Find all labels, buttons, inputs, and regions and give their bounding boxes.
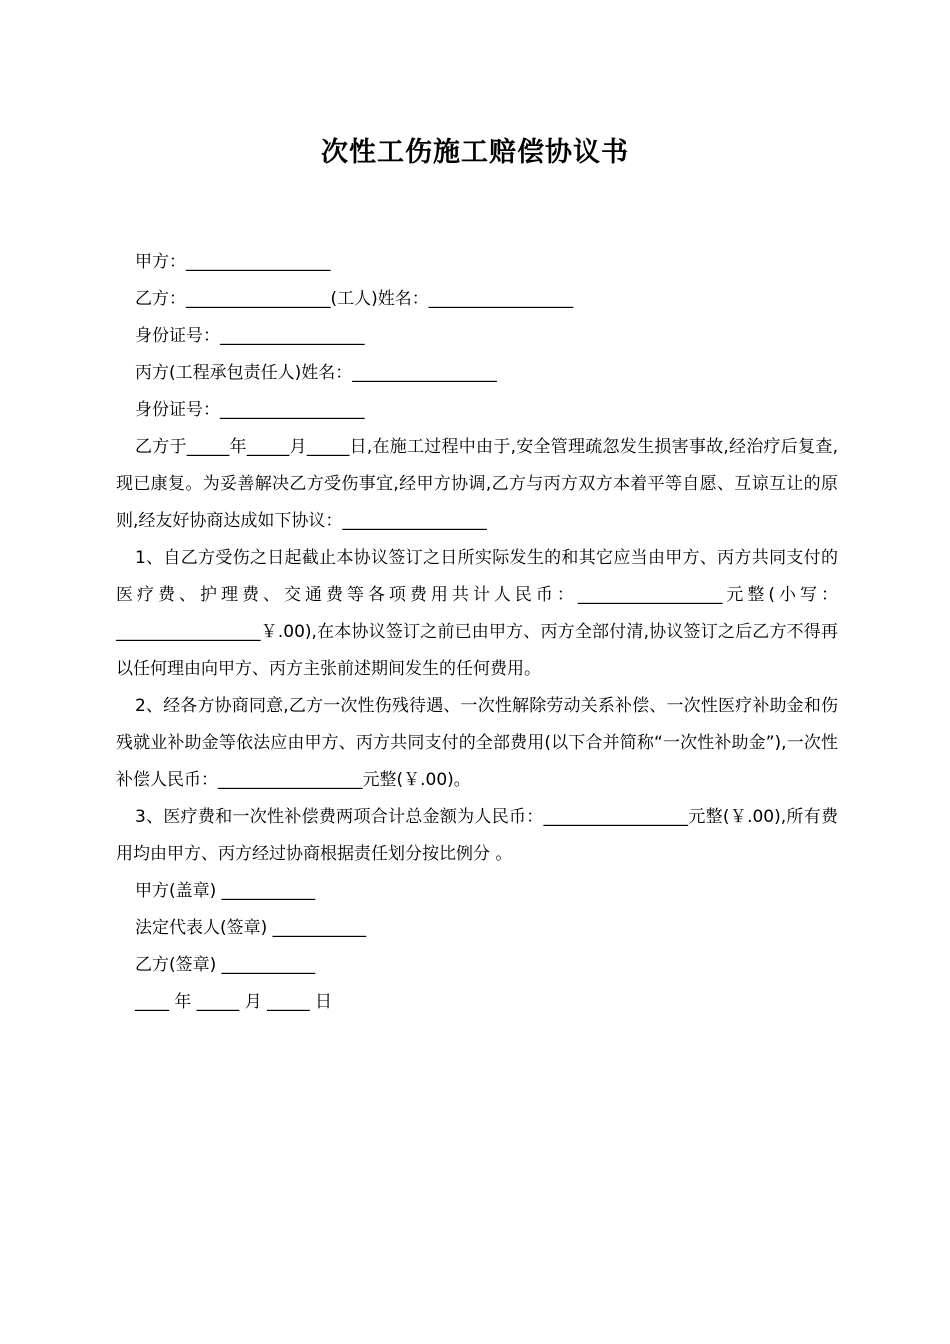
clause-2-paragraph: 2、经各方协商同意,乙方一次性伤残待遇、一次性解除劳动关系补偿、一次性医疗补助金和伤残就业补助金等依法应由甲方、丙方共同支付的全部费用(以下合并简称“一次性补助金”),一次性补偿人民币：_________________元整(￥.00)。 [116, 696, 838, 790]
party-b-signature-line: 乙方(签章) ___________ [135, 955, 316, 975]
clause-3-paragraph: 3、医疗费和一次性补偿费两项合计总金额为人民币：_________________元整(￥.00),所有费用均由甲方、丙方经过协商根据责任划分按比例分 。 [116, 807, 838, 864]
party-c-id-line: 身份证号：_________________ [135, 400, 365, 420]
intro-paragraph: 乙方于_____年_____月_____日,在施工过程中由于,安全管理疏忽发生损害事故,经治疗后复查,现已康复。为妥善解决乙方受伤事宜,经甲方协调,乙方与丙方双方本着平等自愿、互谅互让的原则,经友好协商达成如下协议：_________________ [116, 437, 838, 531]
date-line: ____ 年 _____ 月 _____ 日 [135, 992, 333, 1012]
party-b-line: 乙方：_________________(工人)姓名：_________________ [135, 289, 574, 309]
party-a-seal-line: 甲方(盖章) ___________ [135, 881, 316, 901]
document-title: 次性工伤施工赔偿协议书 [321, 137, 629, 168]
legal-rep-signature-line: 法定代表人(签章) ___________ [135, 918, 367, 938]
party-b-id-line: 身份证号：_________________ [135, 326, 365, 346]
party-a-line: 甲方：_________________ [135, 252, 331, 272]
document-body [116, 244, 838, 1021]
clause-1-paragraph: 1、自乙方受伤之日起截止本协议签订之日所实际发生的和其它应当由甲方、丙方共同支付的医疗费、护理费、交通费等各项费用共计人民币：_________________元整(小写：_________________￥.00),在本协议签订之前已由甲方、丙方全部付清,协议签订之后乙方不得再以任何理由向甲方、丙方主张前述期间发生的任何费用。 [116, 548, 838, 679]
party-c-line: 丙方(工程承包责任人)姓名：_________________ [135, 363, 497, 383]
